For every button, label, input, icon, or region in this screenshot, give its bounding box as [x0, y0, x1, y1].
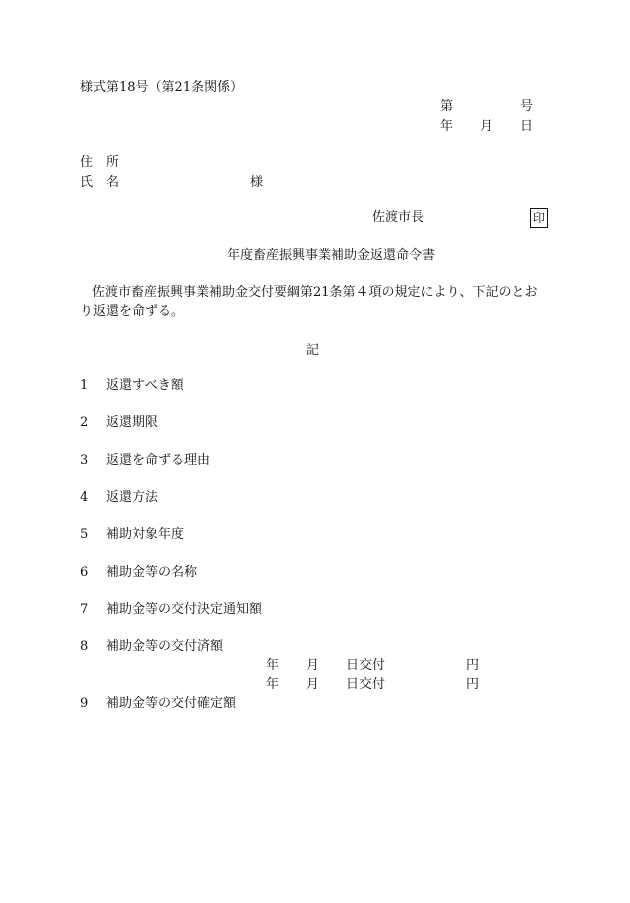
payment-day: 日交付 [346, 658, 386, 673]
item-label: 補助金等の名称 [106, 565, 198, 580]
item-number: 4 [80, 490, 89, 505]
payment-day: 日交付 [346, 677, 386, 692]
list-item [80, 565, 197, 581]
item-number: 6 [80, 565, 89, 580]
payment-year: 年 [266, 658, 280, 673]
payment-year: 年 [266, 677, 280, 692]
issuer-title: 佐渡市長 [372, 210, 425, 225]
address-label: 住 所 [80, 155, 120, 170]
payment-yen: 円 [466, 677, 480, 692]
honorific: 様 [250, 175, 264, 190]
item-label: 返還期限 [106, 415, 159, 430]
date-day: 日 [520, 119, 534, 134]
item-number: 7 [80, 602, 89, 617]
item-label: 返還方法 [106, 490, 159, 505]
body-line-2: り返還を命ずる。 [80, 304, 185, 319]
list-item [80, 378, 184, 394]
item-number: 5 [80, 527, 89, 542]
body-line-1: 佐渡市畜産振興事業補助金交付要綱第21条第４項の規定により、下記のとお [92, 285, 538, 300]
ki-heading: 記 [306, 343, 320, 358]
date-year: 年 [440, 119, 454, 134]
payment-yen: 円 [466, 658, 480, 673]
list-item [80, 696, 236, 712]
list-item [80, 639, 223, 655]
item-label: 補助金等の交付確定額 [106, 696, 237, 711]
document-number-suffix: 号 [520, 99, 534, 114]
list-item [80, 490, 158, 506]
list-item [80, 453, 210, 469]
item-label: 補助金等の交付決定通知額 [106, 602, 263, 617]
payment-month: 月 [306, 658, 320, 673]
item-number: 2 [80, 415, 89, 430]
item-number: 1 [80, 378, 89, 393]
date-month: 月 [480, 119, 494, 134]
item-number: 8 [80, 639, 89, 654]
document-title: 年度畜産振興事業補助金返還命令書 [227, 248, 436, 263]
item-label: 補助金等の交付済額 [106, 639, 224, 654]
item-label: 返還を命ずる理由 [106, 453, 211, 468]
list-item [80, 527, 184, 543]
name-label: 氏 名 [80, 175, 120, 190]
seal-mark: 印 [530, 208, 548, 228]
list-item [80, 602, 262, 618]
item-label: 補助対象年度 [106, 527, 185, 542]
item-label: 返還すべき額 [106, 378, 184, 393]
item-number: 9 [80, 696, 89, 711]
payment-month: 月 [306, 677, 320, 692]
document-number-prefix: 第 [440, 99, 454, 114]
form-number-label: 様式第18号（第21条関係） [80, 80, 244, 95]
item-number: 3 [80, 453, 89, 468]
list-item [80, 415, 158, 431]
